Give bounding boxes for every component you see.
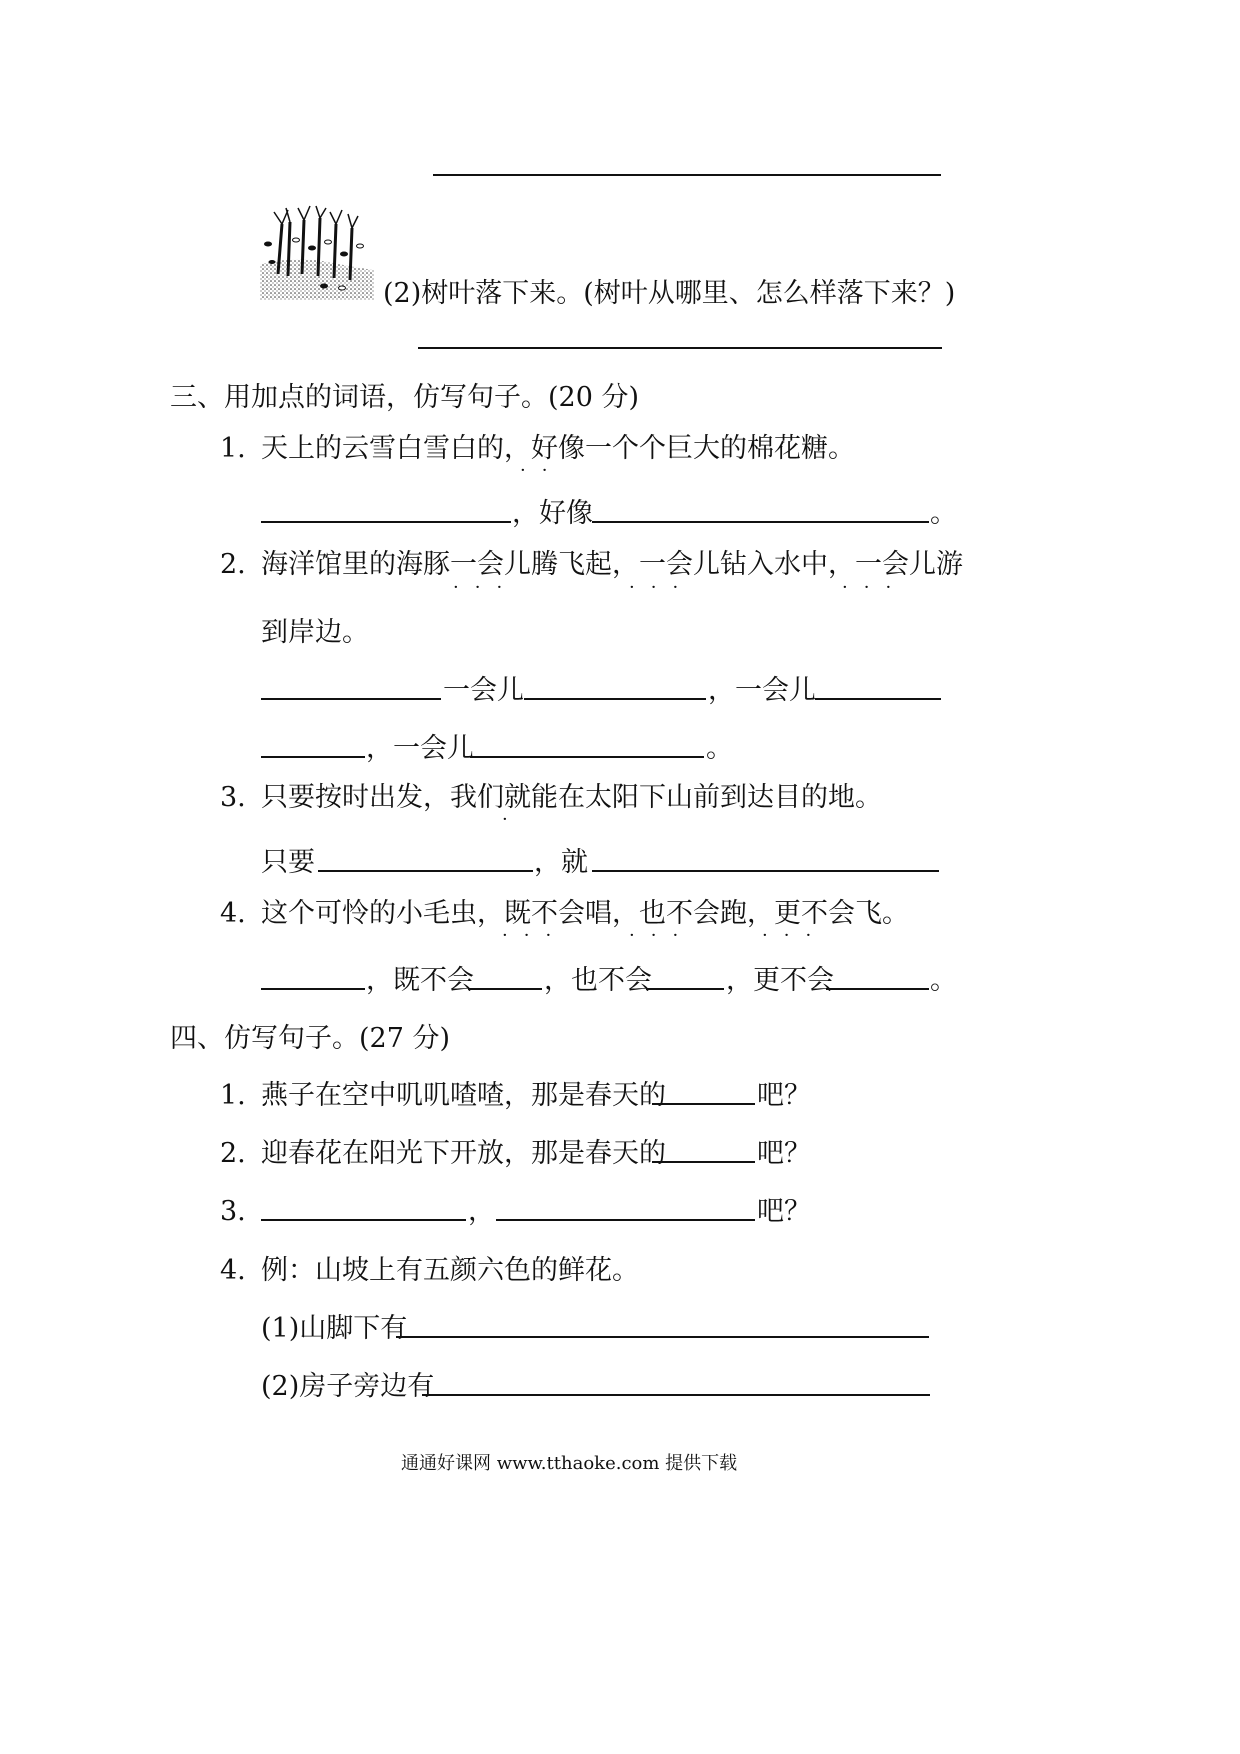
section-4-heading: 四、仿写句子。(27 分)	[170, 1023, 451, 1054]
s4-q4-number: 4.	[220, 1255, 246, 1286]
s3-q4-text: 这个可怜的小毛虫，既不会唱，也不会跑，更不会飞。	[261, 898, 909, 929]
answer-line-top[interactable]	[433, 174, 941, 176]
s4-q3-mid: ，	[468, 1196, 495, 1227]
emphasis-dots: ···	[762, 925, 828, 946]
s4-q4-sub-1-blank[interactable]	[396, 1336, 929, 1338]
s3-q4-number: 4.	[220, 898, 246, 929]
s3-q3-fragment-0: 只要	[261, 847, 315, 878]
s3-q4-fragment-2: ，也不会	[544, 965, 652, 996]
s3-q4-end: 。	[930, 965, 957, 996]
emphasis-dots: ·	[502, 809, 524, 830]
s3-q1-blank-2[interactable]	[592, 521, 929, 523]
s4-q3-end: 吧？	[757, 1196, 811, 1227]
s3-q4-blank-3[interactable]	[646, 988, 724, 990]
emphasis-dots: ···	[629, 925, 695, 946]
s3-q4-blank-4[interactable]	[826, 988, 929, 990]
s3-q2-fragment-2: ，一会儿	[708, 675, 816, 706]
s3-q2-end: 。	[706, 733, 733, 764]
s3-q2-blank-3[interactable]	[815, 698, 941, 700]
s3-q3-blank-1[interactable]	[318, 870, 533, 872]
s3-q4-blank-2[interactable]	[468, 988, 542, 990]
s3-q2-blank-1[interactable]	[261, 698, 441, 700]
s4-q1-number: 1.	[220, 1080, 246, 1111]
s3-q3-number: 3.	[220, 782, 246, 813]
s3-q1-end: 。	[930, 498, 957, 529]
s3-q1-text: 天上的云雪白雪白的，好像一个个巨大的棉花糖。	[261, 433, 855, 464]
s3-q2-blank-5[interactable]	[470, 756, 704, 758]
s3-q3-blank-2[interactable]	[592, 870, 939, 872]
s3-q2-line1: 海洋馆里的海豚一会儿腾飞起，一会儿钻入水中，一会儿游	[261, 549, 963, 580]
s4-q2-blank[interactable]	[652, 1161, 755, 1163]
s4-q3-number: 3.	[220, 1196, 246, 1227]
section-3-heading: 三、用加点的词语，仿写句子。(20 分)	[170, 382, 640, 413]
s3-q4-fragment-1: ，既不会	[366, 965, 474, 996]
s4-q4-sub-1: (1)山脚下有	[261, 1313, 408, 1344]
footer-credit: 通通好课网 www.tthaoke.com 提供下载	[401, 1453, 738, 1474]
s3-q3-text: 只要按时出发，我们就能在太阳下山前到达目的地。	[261, 782, 882, 813]
emphasis-dots: ···	[842, 577, 908, 598]
s4-q1-blank[interactable]	[652, 1103, 755, 1105]
answer-line-item-2[interactable]	[418, 347, 942, 349]
s3-q3-fragment-1: ，就	[534, 847, 588, 878]
s3-q2-fragment-3: ，一会儿	[366, 733, 474, 764]
s3-q2-blank-4[interactable]	[261, 756, 365, 758]
s3-q1-fragment: ，好像	[512, 498, 593, 529]
emphasis-dots: ··	[520, 460, 564, 481]
s4-q2-text: 迎春花在阳光下开放，那是春天的	[261, 1138, 666, 1169]
s3-q2-number: 2.	[220, 549, 246, 580]
item-2-prompt: (2)树叶落下来。(树叶从哪里、怎么样落下来？)	[383, 278, 956, 309]
emphasis-dots: ···	[502, 925, 568, 946]
s3-q4-fragment-3: ，更不会	[726, 965, 834, 996]
s4-q4-example: 例：山坡上有五颜六色的鲜花。	[261, 1255, 639, 1286]
emphasis-dots: ···	[629, 577, 695, 598]
s3-q2-fragment-1: 一会儿	[443, 675, 524, 706]
s4-q1-end: 吧？	[757, 1080, 811, 1111]
s3-q1-blank-1[interactable]	[261, 521, 511, 523]
s4-q2-number: 2.	[220, 1138, 246, 1169]
s4-q3-blank-1[interactable]	[261, 1219, 466, 1221]
s3-q2-blank-2[interactable]	[524, 698, 706, 700]
s4-q3-blank-2[interactable]	[496, 1219, 755, 1221]
emphasis-dots: ···	[453, 577, 519, 598]
s3-q4-blank-1[interactable]	[261, 988, 365, 990]
trees-falling-leaves-icon	[258, 204, 376, 300]
s3-q2-line2: 到岸边。	[261, 617, 369, 648]
s4-q4-sub-2-blank[interactable]	[422, 1394, 930, 1396]
s4-q4-sub-2: (2)房子旁边有	[261, 1371, 435, 1402]
s4-q1-text: 燕子在空中叽叽喳喳，那是春天的	[261, 1080, 666, 1111]
s4-q2-end: 吧？	[757, 1138, 811, 1169]
s3-q1-number: 1.	[220, 433, 246, 464]
